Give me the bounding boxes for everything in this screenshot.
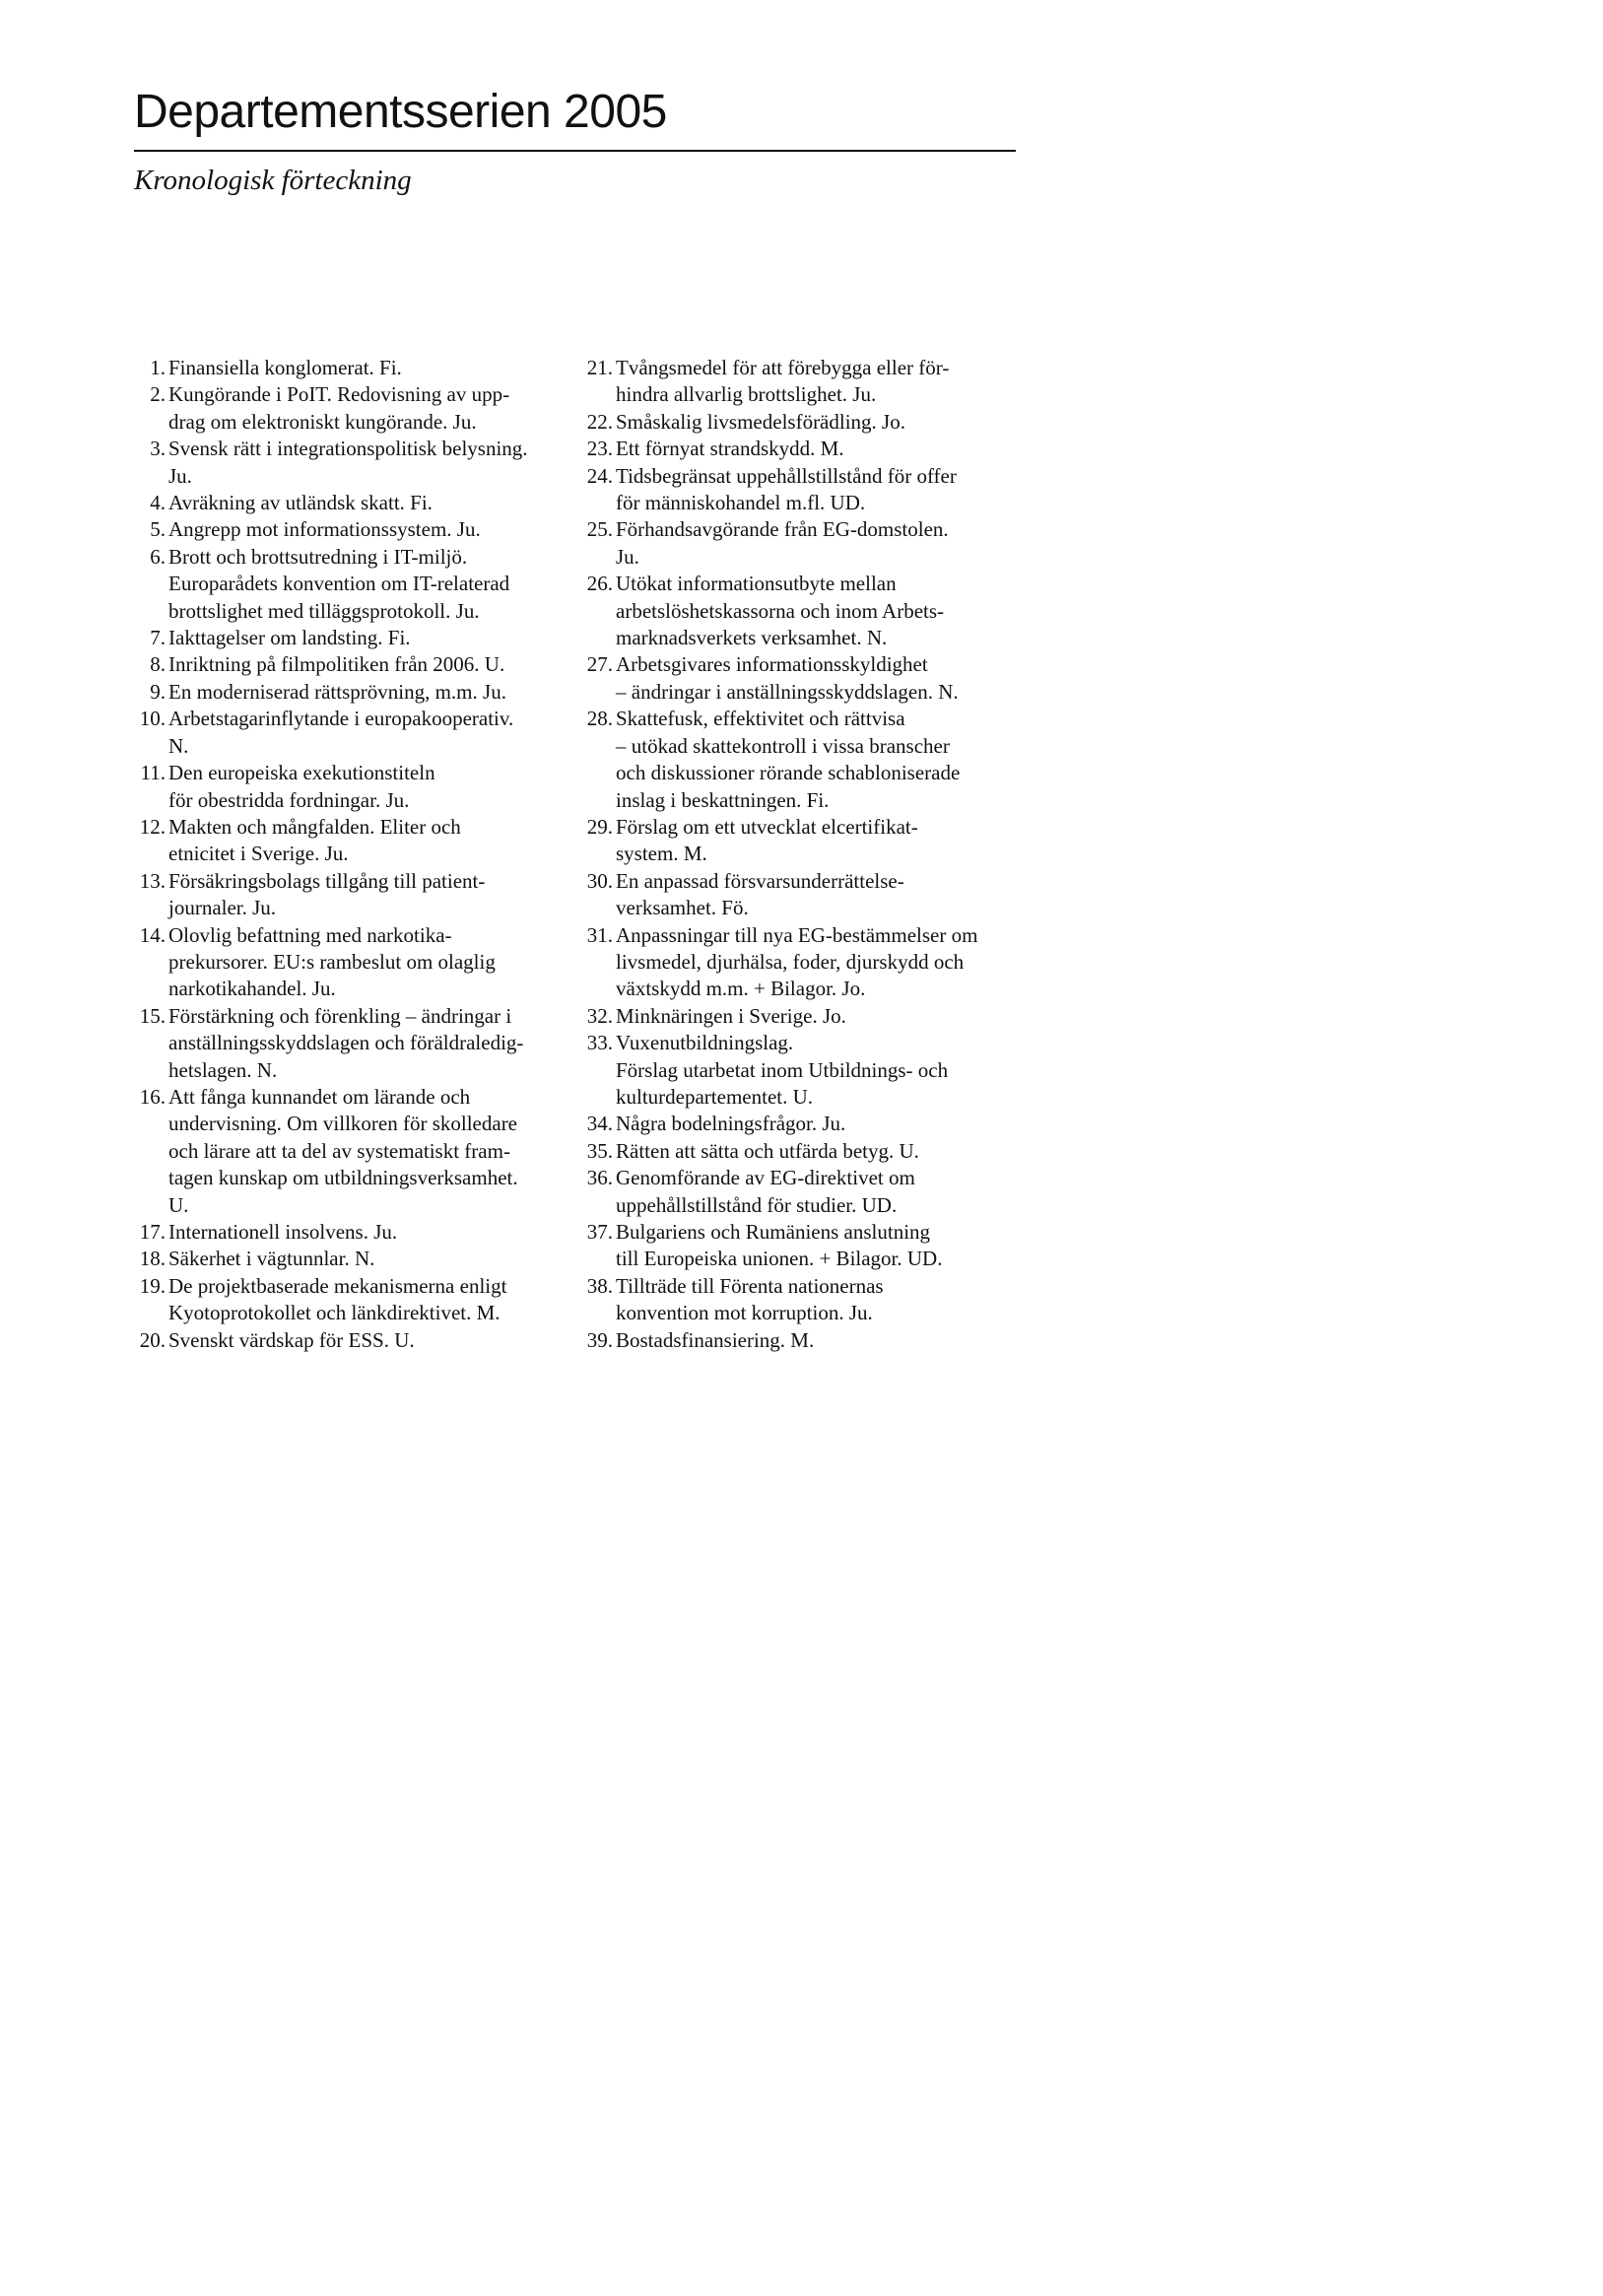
entry-text-line: Bostadsfinansiering. M. — [616, 1327, 815, 1352]
entry-text-line: Bulgariens och Rumäniens anslutning — [616, 1220, 931, 1244]
entry-number: 22. — [586, 409, 613, 434]
entry-number: 34. — [586, 1112, 613, 1136]
entry-text-line: U. — [168, 1192, 189, 1217]
entry-text-line: Ju. — [616, 544, 639, 569]
list-item — [130, 1219, 564, 1246]
list-item — [130, 814, 564, 868]
entry-text-line: Tvångsmedel för att förebygga eller för- — [616, 356, 950, 379]
list-item — [130, 1273, 564, 1327]
entry-number: 17. — [139, 1220, 166, 1244]
entry-text-line: uppehållstillstånd för studier. UD. — [616, 1192, 898, 1217]
list-item — [130, 381, 564, 436]
entry-number: 2. — [150, 382, 166, 407]
list-item — [577, 1030, 1021, 1111]
entry-number: 10. — [139, 707, 166, 731]
entry-text-line: undervisning. Om villkoren för skolledare — [168, 1112, 518, 1136]
entry-text-line: Minknäringen i Sverige. Jo. — [616, 1003, 846, 1028]
list-item — [130, 544, 564, 625]
list-item — [130, 625, 564, 651]
list-item — [130, 868, 564, 922]
page-subtitle: Kronologisk förteckning — [134, 165, 412, 196]
entry-list-left — [130, 355, 564, 1354]
entry-text-line: marknadsverkets verksamhet. N. — [616, 626, 888, 650]
entry-text-line: Europarådets konvention om IT-relaterad — [168, 572, 510, 596]
entry-text-line: Småskalig livsmedelsförädling. Jo. — [616, 409, 905, 434]
entry-number: 6. — [150, 544, 166, 569]
entry-number: 9. — [150, 679, 166, 704]
entry-text-line: hetslagen. N. — [168, 1057, 278, 1082]
list-item — [130, 355, 564, 381]
entry-text-line: Ett förnyat strandskydd. M. — [616, 437, 844, 461]
list-item — [577, 814, 1021, 868]
entry-text-line: En anpassad försvarsunderrättelse- — [616, 868, 904, 893]
entry-text-line: hindra allvarlig brottslighet. Ju. — [616, 382, 877, 407]
entry-number: 14. — [139, 922, 166, 947]
entry-text-line: anställningsskyddslagen och föräldraledig- — [168, 1031, 524, 1055]
entry-text-line: Säkerhet i vägtunnlar. N. — [168, 1247, 375, 1271]
list-item — [577, 706, 1021, 814]
entry-text-line: Kungörande i PoIT. Redovisning av upp- — [168, 382, 510, 407]
list-item — [577, 1165, 1021, 1219]
entry-text-line: Avräkning av utländsk skatt. Fi. — [168, 491, 433, 515]
entry-number: 35. — [586, 1138, 613, 1163]
entry-text-line: verksamhet. Fö. — [616, 896, 749, 920]
entry-text-line: kulturdepartementet. U. — [616, 1084, 814, 1109]
title-rule — [134, 150, 1016, 152]
entry-number: 1. — [150, 356, 166, 379]
list-item — [577, 922, 1021, 1003]
entry-text-line: En moderniserad rättsprövning, m.m. Ju. — [168, 679, 506, 704]
list-item — [577, 571, 1021, 651]
entry-text-line: drag om elektroniskt kungörande. Ju. — [168, 409, 477, 434]
list-item — [577, 409, 1021, 436]
entry-text-line: Svensk rätt i integrationspolitisk belysning. — [168, 437, 528, 461]
list-item — [130, 922, 564, 1003]
entry-number: 33. — [586, 1031, 613, 1055]
entry-text-line: Svenskt värdskap för ESS. U. — [168, 1327, 415, 1352]
entry-text-line: växtskydd m.m. + Bilagor. Jo. — [616, 977, 866, 1001]
entry-text-line: Den europeiska exekutionstiteln — [168, 761, 435, 785]
entry-text-line: för människohandel m.fl. UD. — [616, 491, 866, 515]
list-item — [577, 1273, 1021, 1327]
entry-number: 26. — [586, 572, 613, 596]
entry-text-line: Utökat informationsutbyte mellan — [616, 572, 897, 596]
entry-text-line: – ändringar i anställningsskyddslagen. N. — [616, 679, 959, 704]
entry-number: 32. — [586, 1003, 613, 1028]
entry-text-line: Olovlig befattning med narkotika- — [168, 922, 452, 947]
entry-text-line: Tidsbegränsat uppehållstillstånd för offer — [616, 463, 957, 488]
list-item — [577, 516, 1021, 571]
entry-text-line: De projektbaserade mekanismerna enligt — [168, 1273, 507, 1298]
entry-text-line: Vuxenutbildningslag. — [616, 1031, 794, 1055]
list-item — [130, 490, 564, 516]
entry-number: 31. — [586, 922, 613, 947]
entry-text-line: Finansiella konglomerat. Fi. — [168, 356, 402, 379]
list-item — [130, 760, 564, 814]
entry-text-line: tagen kunskap om utbildningsverksamhet. — [168, 1166, 518, 1190]
entry-number: 25. — [586, 517, 613, 542]
list-item — [130, 679, 564, 706]
entry-number: 21. — [586, 356, 613, 379]
entry-text-line: Förstärkning och förenkling – ändringar i — [168, 1003, 512, 1028]
entry-number: 38. — [586, 1273, 613, 1298]
entry-number: 3. — [150, 437, 166, 461]
entry-number: 5. — [150, 517, 166, 542]
entry-text-line: Skattefusk, effektivitet och rättvisa — [616, 707, 905, 731]
list-item — [577, 1111, 1021, 1137]
list-item — [577, 463, 1021, 517]
entry-number: 7. — [150, 626, 166, 650]
entry-text-line: N. — [168, 733, 189, 758]
entry-text-line: Kyotoprotokollet och länkdirektivet. M. — [168, 1301, 501, 1325]
entry-text-line: Förslag om ett utvecklat elcertifikat- — [616, 814, 918, 839]
entry-number: 19. — [139, 1273, 166, 1298]
entry-text-line: Brott och brottsutredning i IT-miljö. — [168, 544, 468, 569]
entry-text-line: prekursorer. EU:s rambeslut om olaglig — [168, 949, 496, 974]
entry-text-line: Genomförande av EG-direktivet om — [616, 1166, 915, 1190]
entry-text-line: Angrepp mot informationssystem. Ju. — [168, 517, 481, 542]
entry-number: 11. — [140, 761, 166, 785]
entry-text-line: Förslag utarbetat inom Utbildnings- och — [616, 1057, 949, 1082]
entry-text-line: livsmedel, djurhälsa, foder, djurskydd och — [616, 949, 965, 974]
list-item — [577, 651, 1021, 706]
entry-text-line: Anpassningar till nya EG-bestämmelser om — [616, 922, 978, 947]
entry-number: 20. — [139, 1327, 166, 1352]
entry-number: 39. — [586, 1327, 613, 1352]
entry-text-line: Makten och mångfalden. Eliter och — [168, 814, 461, 839]
entry-text-line: Försäkringsbolags tillgång till patient- — [168, 868, 486, 893]
entry-text-line: brottslighet med tilläggsprotokoll. Ju. — [168, 598, 480, 623]
list-item — [577, 868, 1021, 922]
entry-number: 24. — [586, 463, 613, 488]
list-item — [130, 1327, 564, 1354]
entry-text-line: arbetslöshetskassorna och inom Arbets- — [616, 598, 945, 623]
entry-number: 29. — [586, 814, 613, 839]
entry-number: 37. — [586, 1220, 613, 1244]
entry-number: 23. — [586, 437, 613, 461]
entry-text-line: Inriktning på filmpolitiken från 2006. U. — [168, 652, 505, 677]
page-title: Departementsserien 2005 — [134, 86, 667, 138]
entry-text-line: konvention mot korruption. Ju. — [616, 1301, 873, 1325]
entry-number: 18. — [139, 1247, 166, 1271]
entry-text-line: Tillträde till Förenta nationernas — [616, 1273, 884, 1298]
list-item — [130, 1246, 564, 1272]
entry-text-line: narkotikahandel. Ju. — [168, 977, 336, 1001]
list-item — [577, 436, 1021, 462]
list-item — [130, 706, 564, 760]
list-item — [577, 1138, 1021, 1165]
entry-text-line: etnicitet i Sverige. Ju. — [168, 842, 349, 866]
entry-number: 16. — [139, 1084, 166, 1109]
entry-number: 4. — [150, 491, 166, 515]
entry-text-line: för obestridda fordningar. Ju. — [168, 787, 410, 812]
entry-number: 8. — [150, 652, 166, 677]
entry-number: 27. — [586, 652, 613, 677]
entry-text-line: Förhandsavgörande från EG-domstolen. — [616, 517, 949, 542]
entry-number: 28. — [586, 707, 613, 731]
entry-number: 15. — [139, 1003, 166, 1028]
list-item — [130, 651, 564, 678]
entry-text-line: Arbetsgivares informationsskyldighet — [616, 652, 928, 677]
entry-number: 30. — [586, 868, 613, 893]
list-item — [577, 1219, 1021, 1273]
entry-text-line: och lärare att ta del av systematiskt fram- — [168, 1138, 510, 1163]
list-item — [577, 1327, 1021, 1354]
list-item — [577, 1003, 1021, 1030]
list-item — [130, 516, 564, 543]
list-item — [130, 436, 564, 490]
list-item — [130, 1084, 564, 1219]
entry-list-right — [577, 355, 1021, 1354]
entry-text-line: system. M. — [616, 842, 707, 866]
entry-text-line: Att fånga kunnandet om lärande och — [168, 1084, 471, 1109]
entry-text-line: Några bodelningsfrågor. Ju. — [616, 1112, 846, 1136]
entry-text-line: Rätten att sätta och utfärda betyg. U. — [616, 1138, 919, 1163]
entry-text-line: och diskussioner rörande schabloniserade — [616, 761, 961, 785]
list-item — [130, 1003, 564, 1084]
entry-number: 36. — [586, 1166, 613, 1190]
entry-text-line: journaler. Ju. — [168, 896, 277, 920]
entry-number: 12. — [139, 814, 166, 839]
entry-text-line: Arbetstagarinflytande i europakooperativ. — [168, 707, 514, 731]
entry-text-line: inslag i beskattningen. Fi. — [616, 787, 830, 812]
entry-text-line: – utökad skattekontroll i vissa branscher — [616, 733, 950, 758]
list-item — [577, 355, 1021, 409]
entry-text-line: Iakttagelser om landsting. Fi. — [168, 626, 411, 650]
entry-text-line: Ju. — [168, 463, 192, 488]
entry-number: 13. — [139, 868, 166, 893]
entry-text-line: Internationell insolvens. Ju. — [168, 1220, 398, 1244]
entry-text-line: till Europeiska unionen. + Bilagor. UD. — [616, 1247, 943, 1271]
